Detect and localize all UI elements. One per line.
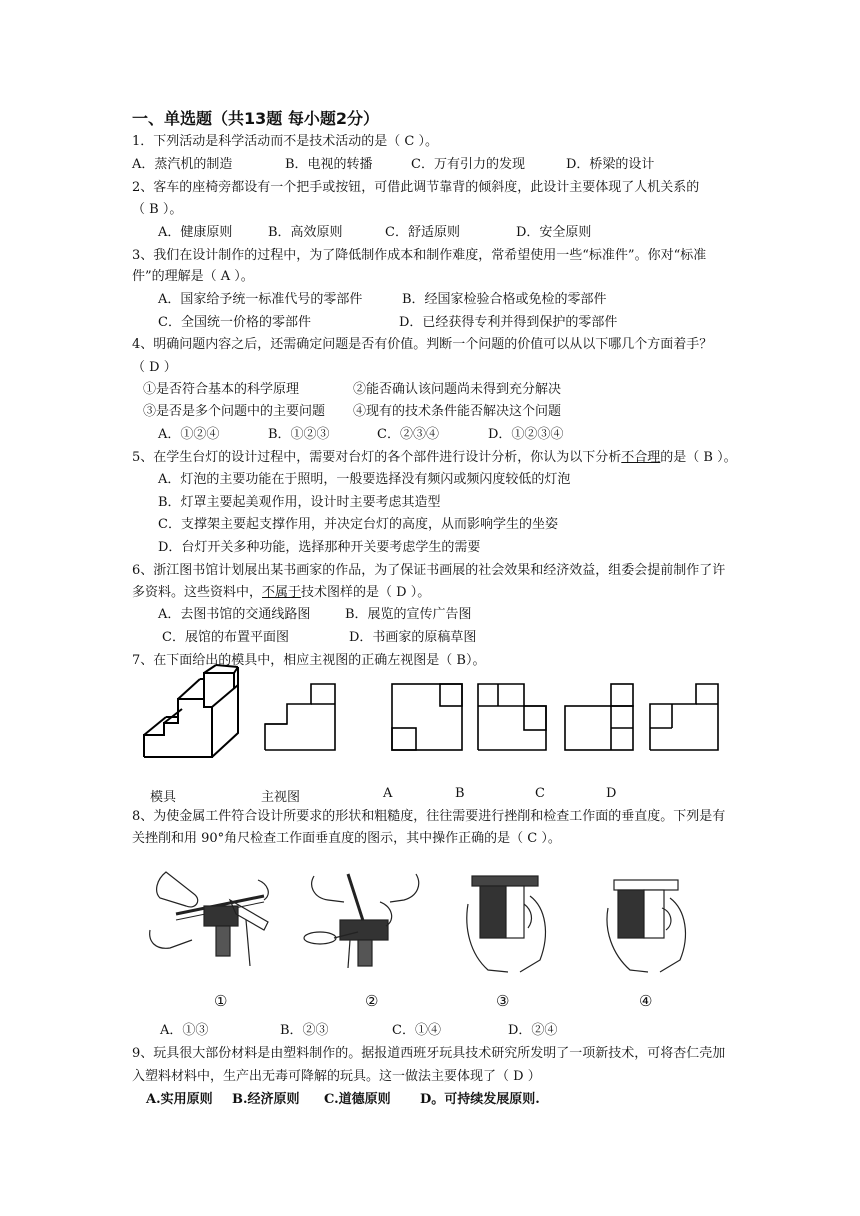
q1-option-d: D．桥梁的设计 xyxy=(566,157,655,172)
q8-stem-line1: 8、为使金属工件符合设计所要求的形状和粗糙度，往往需要进行挫削和检查工作面的垂直度。下列是有 xyxy=(132,809,726,824)
q6-option-d: D．书画家的原稿草图 xyxy=(349,630,477,645)
q4-item-2: ②能否确认该问题尚未得到充分解决 xyxy=(353,382,562,397)
q1-option-b: B．电视的转播 xyxy=(285,157,373,172)
q4-item-3: ③是否是多个问题中的主要问题 xyxy=(143,404,326,419)
q9-stem-line1: 9、玩具很大部份材料是由塑料制作的。据报道西班牙玩具技术研究所发明了一项新技术，可将杏仁壳加 xyxy=(132,1046,726,1061)
q5-stem-underline: 不合理 xyxy=(621,450,661,465)
q4-option-c: C．②③④ xyxy=(377,427,439,442)
square-check-figure-4 xyxy=(604,874,694,974)
q5-stem-part2: 的是（ B ）。 xyxy=(660,450,737,465)
filing-figure-2 xyxy=(300,872,430,972)
q6-option-b: B．展览的宣传广告图 xyxy=(345,607,472,622)
q3-stem-line2: 件”的理解是（ A ）。 xyxy=(132,269,254,284)
q9-stem-line2: 入塑料材料中，生产出无毒可降解的玩具。这一做法主要体现了（ D ） xyxy=(132,1069,541,1084)
q4-option-d: D．①②③④ xyxy=(488,427,564,442)
q1-option-c: C．万有引力的发现 xyxy=(411,157,525,172)
q6-stem-part1: 多资料。这些资料中， xyxy=(132,585,263,600)
q5-stem-part1: 5、在学生台灯的设计过程中，需要对台灯的各个部件进行设计分析，你认为以下分析 xyxy=(132,450,622,465)
q9-option-a: A.实用原则 xyxy=(146,1092,213,1107)
q6-stem-underline: 不属于 xyxy=(262,585,302,600)
label-option-b: B xyxy=(455,786,465,801)
q3-option-d: D．已经获得专利并得到保护的零部件 xyxy=(399,315,618,330)
q9-option-d: D。可持续发展原则. xyxy=(420,1092,540,1107)
q3-stem-line1: 3、我们在设计制作的过程中，为了降低制作成本和制作难度，常希望使用一些“标准件”。你对“标准 xyxy=(132,248,707,263)
figure-label-3: ③ xyxy=(496,992,510,1010)
q5-option-a: A．灯泡的主要功能在于照明，一般要选择没有频闪或频闪度较低的灯泡 xyxy=(158,472,571,487)
q5-stem xyxy=(132,449,737,467)
filing-figure-1 xyxy=(146,870,276,970)
q4-stem-line1: 4、明确问题内容之后，还需确定问题是否有价值。判断一个问题的价值可以从以下哪几个方面着手？ xyxy=(132,337,713,352)
figure-label-2: ② xyxy=(365,992,379,1010)
q2-stem-line1: 2、客车的座椅旁都设有一个把手或按钮，可借此调节靠背的倾斜度，此设计主要体现了人机关系的 xyxy=(132,180,700,195)
q5-option-c: C．支撑架主要起支撑作用，并决定台灯的高度，从而影响学生的坐姿 xyxy=(158,517,558,532)
q3-option-a: A．国家给予统一标准代号的零部件 xyxy=(158,292,363,307)
q6-stem-part2: 技术图样的是（ D ）。 xyxy=(301,585,431,600)
q1-stem: 1．下列活动是科学活动而不是技术活动的是（ C ）。 xyxy=(132,134,438,149)
main-view-figure xyxy=(263,682,338,752)
q9-option-c: C.道德原则 xyxy=(324,1092,391,1107)
mold-isometric-figure xyxy=(138,665,248,765)
q8-option-b: B．②③ xyxy=(280,1023,329,1038)
q4-item-1: ①是否符合基本的科学原理 xyxy=(143,382,300,397)
q2-stem-line2: （ B ）。 xyxy=(132,202,183,217)
q5-option-b: B．灯罩主要起美观作用，设计时主要考虑其造型 xyxy=(158,495,441,510)
figure-label-4: ④ xyxy=(639,992,653,1010)
q6-stem-line1: 6、浙江图书馆计划展出某书画家的作品，为了保证书画展的社会效果和经济效益，组委会提前制作了许 xyxy=(132,563,726,578)
q2-option-b: B．高效原则 xyxy=(268,225,343,240)
q2-option-a: A．健康原则 xyxy=(158,225,233,240)
q7-stem: 7、在下面给出的模具中，相应主视图的正确左视图是（ B）。 xyxy=(132,653,486,668)
q9-option-b: B.经济原则 xyxy=(232,1092,300,1107)
option-c-figure xyxy=(563,682,638,752)
q8-stem-line2: 关挫削和用 90°角尺检查工作面垂直度的图示，其中操作正确的是（ C ）。 xyxy=(132,831,561,846)
q4-option-a: A．①②④ xyxy=(158,427,220,442)
section-title: 一、单选题（共13题 每小题2分） xyxy=(132,109,379,128)
q6-option-a: A．去图书馆的交通线路图 xyxy=(158,607,311,622)
square-check-figure-3 xyxy=(464,874,554,974)
label-option-d: D xyxy=(606,786,617,801)
q8-option-c: C．①④ xyxy=(392,1023,441,1038)
label-option-c: C xyxy=(535,786,545,801)
q3-option-c: C．全国统一价格的零部件 xyxy=(158,315,311,330)
q5-option-d: D．台灯开关多种功能，选择那种开关要考虑学生的需要 xyxy=(158,540,481,555)
label-option-a: A xyxy=(383,786,393,801)
option-b-figure xyxy=(476,682,551,752)
option-a-figure xyxy=(390,682,465,752)
q2-option-d: D．安全原则 xyxy=(516,225,592,240)
option-d-figure xyxy=(648,682,723,752)
figure-label-1: ① xyxy=(214,992,228,1010)
q4-item-4: ④现有的技术条件能否解决这个问题 xyxy=(353,404,562,419)
q6-option-c: C．展馆的布置平面图 xyxy=(162,630,289,645)
q4-stem-line2: （ D ） xyxy=(132,360,177,375)
q1-option-a: A．蒸汽机的制造 xyxy=(132,157,233,172)
q6-stem-line2 xyxy=(132,584,430,602)
label-mold: 模具 xyxy=(150,790,177,805)
q8-option-d: D．②④ xyxy=(508,1023,558,1038)
q4-option-b: B．①②③ xyxy=(268,427,330,442)
q2-option-c: C．舒适原则 xyxy=(385,225,460,240)
q8-option-a: A．①③ xyxy=(160,1023,209,1038)
q3-option-b: B．经国家检验合格或免检的零部件 xyxy=(402,292,607,307)
label-main-view: 主视图 xyxy=(261,790,301,805)
